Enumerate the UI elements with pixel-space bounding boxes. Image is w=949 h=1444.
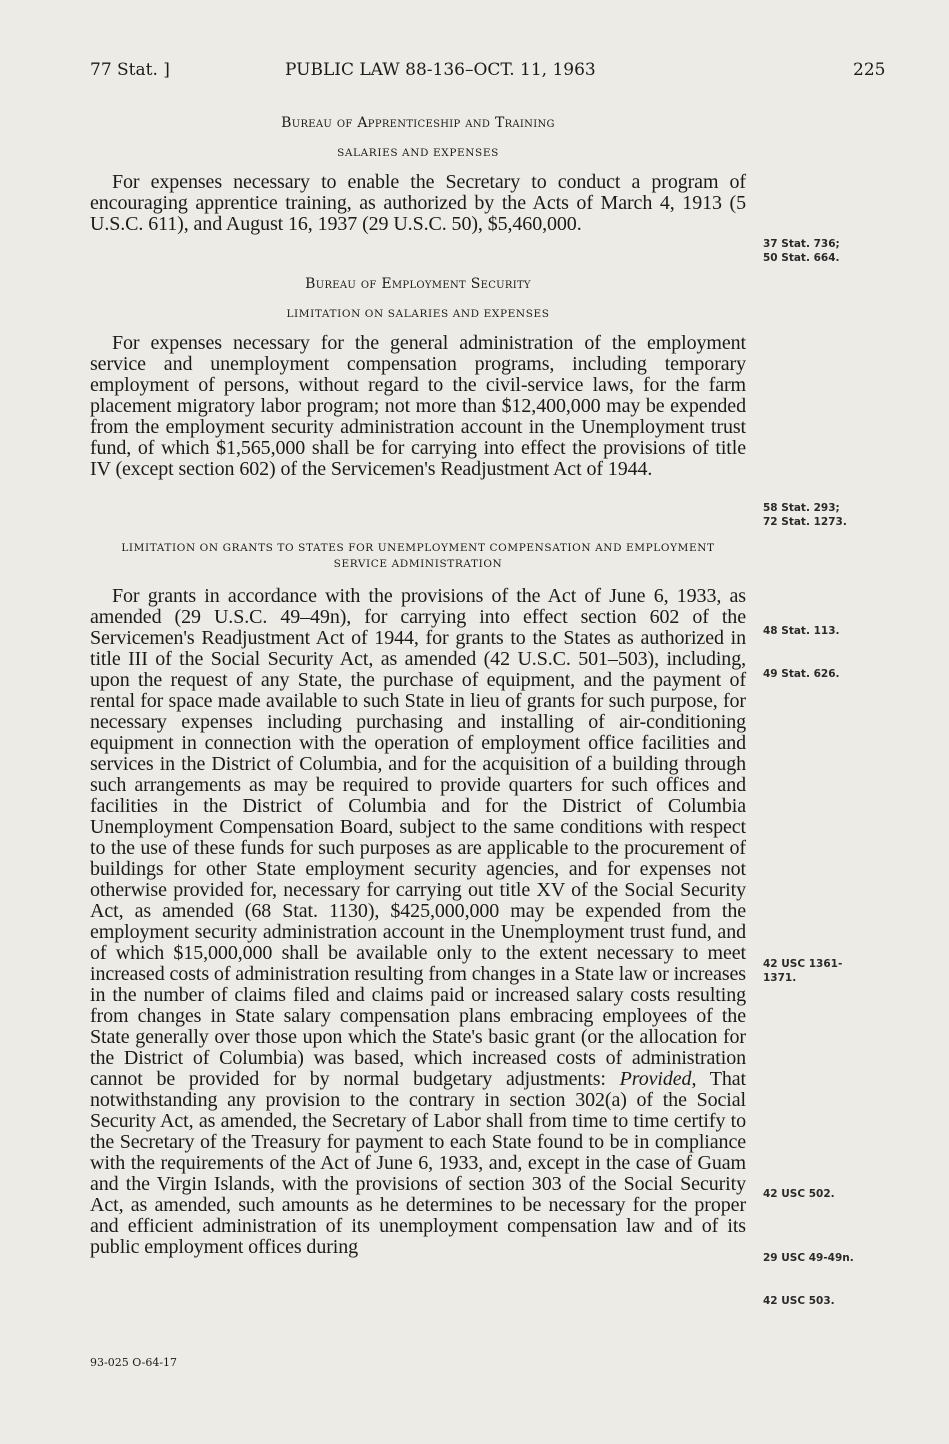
margin-note: 48 Stat. 113. [763, 625, 840, 637]
section-apprenticeship [90, 115, 746, 235]
paragraph-text-continued: , That notwithstanding any provision to the contrary in section 302(a) of the Social Security Act, as amended, the Secretary of Labor shall from time to time certify to the Secretary of the Treasury for payment to each State found to be in compliance with the requirements of the Act of June 6, 1933, and, except in the case of Guam and the Virgin Islands, with the provisions of section 303 of the Social Security Act, as amended, such amounts as he determines to be necessary for the proper and efficient administration of its unemployment compensation law and of its public employment offices during [90, 1068, 746, 1258]
page-title: PUBLIC LAW 88-136–OCT. 11, 1963 [285, 60, 596, 80]
section-employment-security [90, 276, 746, 480]
section-title: Bureau of Apprenticeship and Training [281, 115, 555, 131]
margin-note: 37 Stat. 736; 50 Stat. 664. [763, 238, 840, 264]
margin-note: 42 USC 502. [763, 1188, 835, 1200]
section-paragraph [90, 586, 746, 1258]
margin-note: 58 Stat. 293; 72 Stat. 1273. [763, 502, 847, 528]
margin-note: 49 Stat. 626. [763, 668, 840, 680]
paragraph-text: For grants in accordance with the provisions of the Act of June 6, 1933, as amended (29 U.S.C. 49–49n), for carrying into effect section 602 of the Servicemen's Readjustment Act of 1944, for grants to the States as authorized in title III of the Social Security Act, as amended (42 U.S.C. 501–503), including, upon the request of any State, the purchase of equipment, and the payment of rental for space made available to such State in lieu of grants for such purpose, for necessary expenses including purchasing and installing of air-conditioning equipment in connection with the operation of employment office facilities and services in the District of Columbia, and for the acquisition of a building through such arrangements as may be required to provide quarters for such offices and facilities in the District of Columbia and for the District of Columbia Unemployment Compensation Board, subject to the same conditions with respect to the use of these funds for such purposes as are applicable to the procurement of buildings for other State employment security agencies, and for expenses not otherwise provided for, necessary for carrying out title XV of the Social Security Act, as amended (68 Stat. 1130), $425,000,000 may be expended from the employment security administration account in the Unemployment trust fund, and of which $15,000,000 shall be available only to the extent necessary to meet increased costs of administration resulting from changes in a State law or increases in the number of claims filed and claims paid or increased salary costs resulting from changes in State salary compensation plans embracing employees of the State generally over those upon which the State's basic grant (or the allocation for the District of Columbia) was based, which increased costs of administration cannot be provided for by normal budgetary adjustments: [90, 585, 746, 1090]
section-subhead: LIMITATION ON SALARIES AND EXPENSES [286, 308, 550, 320]
section-paragraph: For expenses necessary to enable the Secretary to conduct a program of encouraging apprentice training, as authorized by the Acts of March 4, 1913 (5 U.S.C. 611), and August 16, 1937 (29 U.S.C. 50), $5,460,000. [90, 171, 746, 235]
section-subhead: SALARIES AND EXPENSES [337, 147, 499, 159]
provided-proviso: Provided [619, 1068, 692, 1090]
print-code: 93-025 O-64-17 [90, 1356, 178, 1369]
section-grants-to-states [90, 540, 746, 1258]
margin-note: 42 USC 1361- 1371. [763, 958, 843, 984]
section-subhead: LIMITATION ON GRANTS TO STATES FOR UNEMPLOYMENT COMPENSATION AND EMPLOYMENT SERVICE ADMINISTRATION [121, 542, 715, 570]
section-title: Bureau of Employment Security [305, 276, 531, 292]
section-paragraph: For expenses necessary for the general administration of the employment service and unemployment compensation programs, including temporary employment of persons, without regard to the civil-service laws, for the farm placement migratory labor program; not more than $12,400,000 may be expended from the employment security administration account in the Unemployment trust fund, of which $1,565,000 shall be for carrying into effect the provisions of title IV (except section 602) of the Servicemen's Readjustment Act of 1944. [90, 332, 746, 480]
volume-citation: 77 Stat. ] [90, 60, 170, 80]
margin-note: 42 USC 503. [763, 1295, 835, 1307]
margin-note: 29 USC 49-49n. [763, 1252, 854, 1264]
page-number: 225 [853, 60, 886, 80]
